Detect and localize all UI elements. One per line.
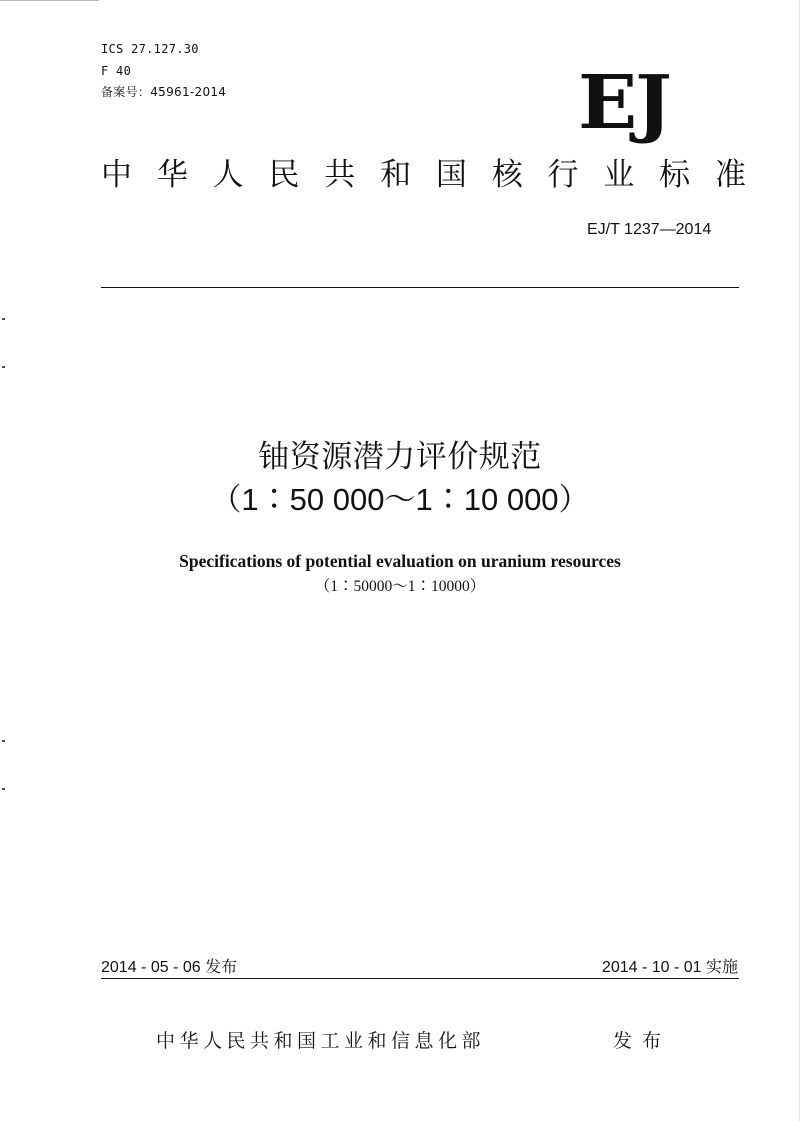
scan-border-line	[0, 0, 99, 1]
publisher-name: 中华人民共和国工业和信息化部	[156, 1030, 486, 1052]
document-title-english-scale: （1∶50000～1∶10000）	[314, 578, 486, 595]
scan-mark	[2, 740, 5, 742]
document-title-english: Specifications of potential evaluation on uranium resources	[179, 551, 621, 571]
header-divider	[101, 287, 739, 288]
standard-code: EJ/T 1237—2014	[587, 221, 712, 238]
standard-category-char: 标	[659, 157, 691, 193]
classification-code: F 40	[101, 64, 132, 78]
standard-category-title	[101, 155, 746, 195]
standard-category-char: 共	[324, 157, 356, 193]
standard-category-char: 行	[547, 157, 579, 193]
ej-logo: EJ	[578, 60, 670, 146]
scan-mark	[2, 318, 5, 320]
scan-mark	[2, 366, 5, 368]
standard-category-char: 华	[156, 157, 188, 193]
standard-category-char: 准	[714, 157, 746, 193]
ics-code: ICS 27.127.30	[101, 42, 199, 56]
record-number: 备案号：45961-2014	[101, 85, 227, 99]
scan-mark	[2, 788, 5, 790]
standard-category-char: 人	[212, 157, 244, 193]
implementation-date: 2014 - 10 - 01 实施	[601, 959, 738, 976]
standard-category-char: 核	[491, 157, 523, 193]
publish-label: 发布	[613, 1030, 672, 1052]
document-title-chinese: 铀资源潜力评价规范	[258, 439, 542, 475]
footer-divider	[101, 978, 739, 979]
standard-category-char: 国	[435, 157, 467, 193]
document-title-scale: （1∶50 000～1∶10 000）	[210, 482, 590, 517]
standard-category-char: 中	[101, 157, 132, 193]
standard-category-char: 业	[603, 157, 635, 193]
standard-category-char: 民	[268, 157, 300, 193]
standard-category-char: 和	[380, 157, 412, 193]
issue-date: 2014 - 05 - 06 发布	[101, 959, 238, 976]
